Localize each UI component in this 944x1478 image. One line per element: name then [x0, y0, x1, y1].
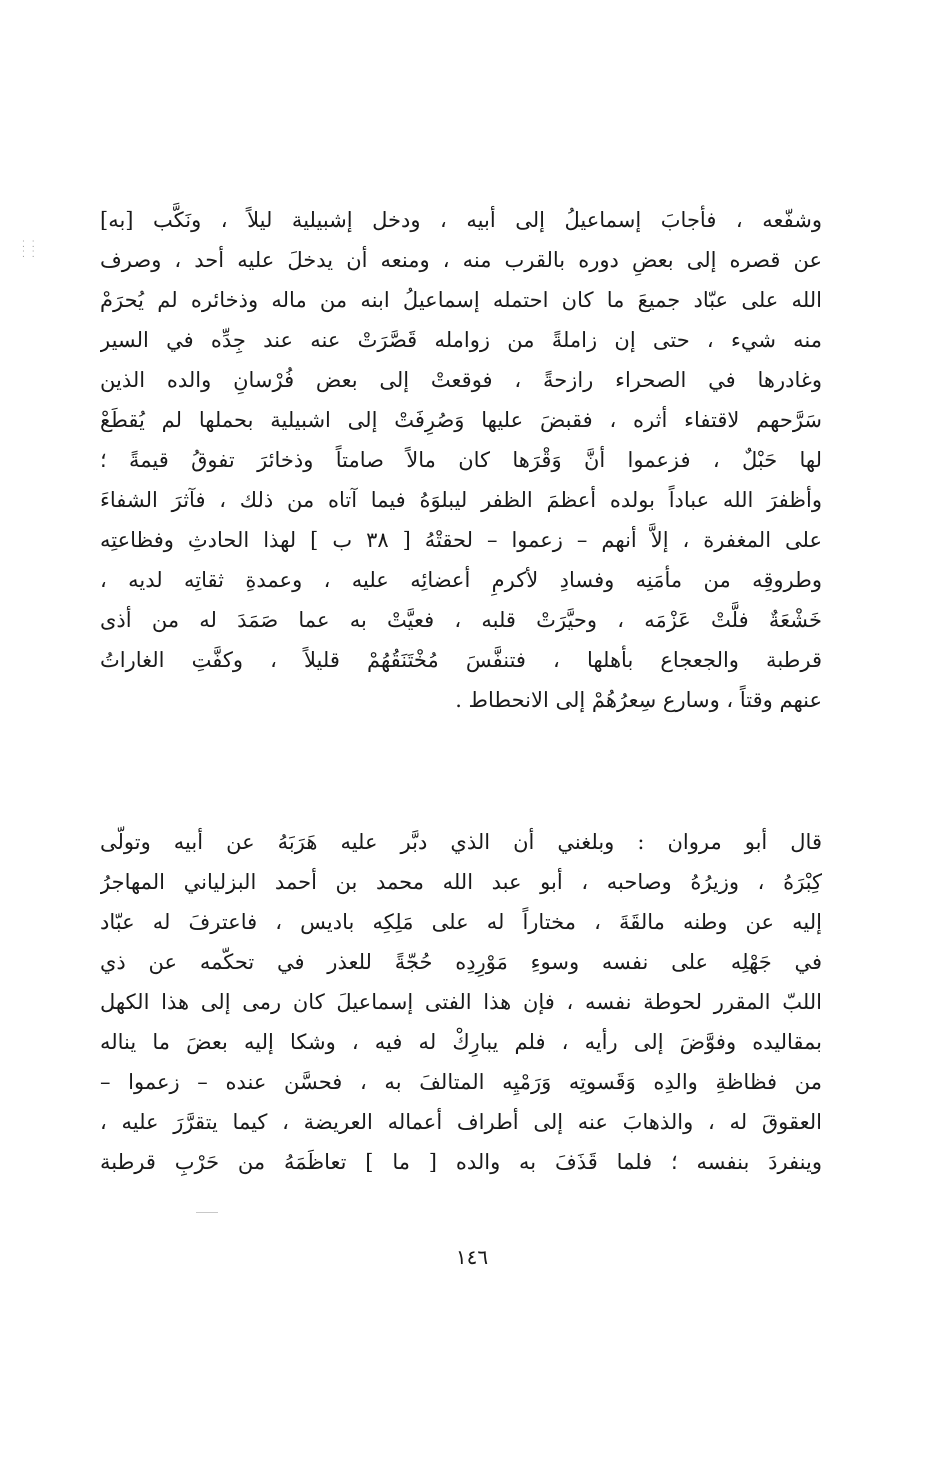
text-line: منه شيء ، حتى إن زاملةً من زوامله قَصَّرَتْ عنه عند جِدِّه في السير [100, 328, 822, 352]
text-line: وطروقِه من مأمَنِه وفسادِ لأكرمِ أعضائِه عليه ، وعمدةِ ثقاتِه لديه ، [100, 568, 822, 592]
paragraph-1 [100, 200, 822, 720]
text-line: بمقاليده وفوَّضَ إلى رأيه ، فلم يبارِكْ له فيه ، وشكا إليه بعضَ ما يناله [100, 1030, 822, 1054]
text-line: كِبْرَهُ ، وزيرُهُ وصاحبه ، أبو عبد الله محمد بن أحمد البزلياني المهاجرُ [100, 870, 822, 894]
text-line: وغادرها في الصحراء رازحةً ، فوقعتْ إلى بعض فُرْسانِ والده الذين [100, 368, 822, 392]
text-line: سَرَّحهم لاقتفاء أثره ، فقبضَ عليها وَصُرِفَتْ إلى اشبيلية بحملها لم يُقطَعْ [100, 408, 822, 432]
text-line: اللبّ المقرر لحوطة نفسه ، فإن هذا الفتى إسماعيلَ كان رمى إلى هذا الكهل [100, 990, 822, 1014]
text-line: في جَهْلِه على نفسه وسوءِ مَوْرِدِه حُجّةً للعذر في تحكّمه عن ذي [100, 950, 822, 974]
text-line: قرطبة والجعجاع بأهلها ، فتنفَّسَ مُخْتَنَقُهُمْ قليلاً ، وكفَّتِ الغاراتُ [100, 648, 822, 672]
margin-mark: ⁚ ⁚ ⁚ ⁚ [22, 240, 37, 260]
paragraph-2 [100, 822, 822, 1182]
text-line: على المغفرة ، إلاَّ أنهم – زعموا – لحقتْهُ [ ٣٨ ب ] لهذا الحادثِ وفظاعتِه [100, 528, 822, 552]
text-line: خَشْعَةٌ فلَّتْ عَزْمَه ، وحيَّرَتْ قلبه ، فعيَّتْ به عما صَمَدَ له من أذى [100, 608, 822, 632]
text-line: لها حَبْلٌ ، فزعموا أنَّ وَقْرَها كان مالاً صامتاً وذخائرَ تفوقُ قيمةً ؛ [100, 448, 822, 472]
text-line: قال أبو مروان : وبلغني أن الذي دبَّر عليه هَرَبَهُ عن أبيه وتولّى [100, 830, 822, 854]
text-line: إليه عن وطنه مالقَةَ ، مختاراً له على مَلِكِه باديس ، فاعترفَ له عبّاد [100, 910, 822, 934]
text-line: من فظاظةِ والدِه وَقَسوتِه وَرَمْيِه المتالفَ به ، فحسَّن عنده – زعموا – [100, 1070, 822, 1094]
text-line: وينفردَ بنفسه ؛ فلما قَذَفَ به والده [ ما ] تعاظَمَهُ من حَرْبِ قرطبة [100, 1150, 822, 1174]
text-line: عن قصره إلى بعضِ دوره بالقرب منه ، ومنعه أن يدخلَ عليه أحد ، وصرف [100, 248, 822, 272]
text-line: الله على عبّاد جميعَ ما كان احتمله إسماعيلُ ابنه من ماله وذخائره لم يُحرَمْ [100, 288, 822, 312]
text-line: وأظفرَ الله عباداً بولده أعظمَ الظفر ليبلوَهُ فيما آتاه من ذلك ، فآثرَ الشفاءَ [100, 488, 822, 512]
footer-rule [196, 1212, 218, 1213]
text-line: وشفّعه ، فأجابَ إسماعيلُ إلى أبيه ، ودخل إشبيلية ليلاً ، ونَكَّب [به] [100, 208, 822, 232]
page-number: ١٤٦ [455, 1245, 489, 1269]
text-line: العقوقَ له ، والذهابَ عنه إلى أطراف أعماله العريضة ، كيما يتقرَّرَ عليه ، [100, 1110, 822, 1134]
text-line: عنهم وقتاً ، وسارع سِعرُهُمْ إلى الانحطاط . [455, 688, 822, 712]
